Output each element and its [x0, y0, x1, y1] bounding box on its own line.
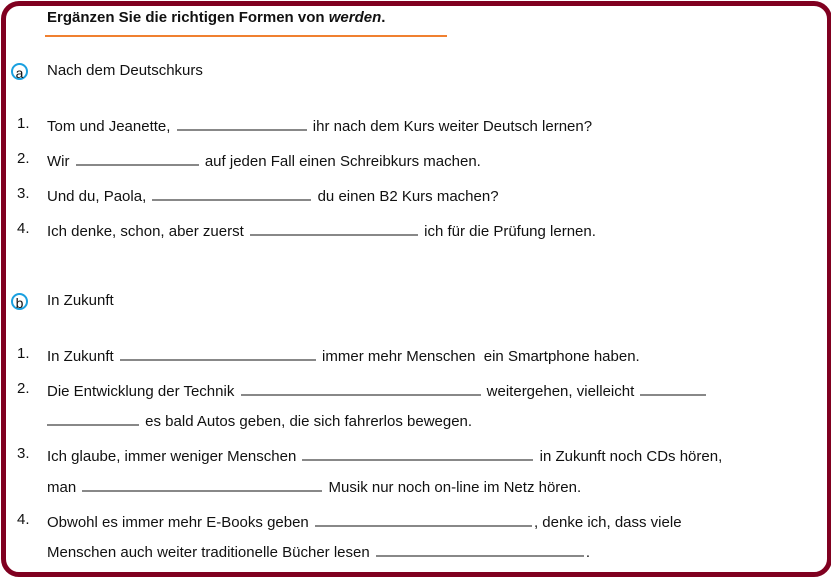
blank-field[interactable]	[250, 220, 418, 236]
item-number: 4.	[17, 220, 30, 237]
title-emphasis: werden	[328, 9, 382, 26]
exercise-b1	[47, 345, 640, 366]
title-underline	[45, 35, 447, 37]
section-a-badge: a	[11, 63, 28, 80]
section-a-heading: Nach dem Deutschkurs	[47, 62, 203, 79]
text: Tom und Jeanette,	[47, 118, 171, 135]
exercise-b4	[47, 511, 682, 532]
text: In Zukunft	[47, 348, 114, 365]
text: Obwohl es immer mehr E-Books geben	[47, 514, 309, 531]
item-number: 4.	[17, 511, 30, 528]
exercise-a1	[47, 115, 592, 136]
exercise-a3	[47, 185, 499, 206]
text: Wir	[47, 153, 70, 170]
text: weitergehen, vielleicht	[486, 383, 635, 400]
blank-field[interactable]	[640, 380, 706, 396]
exercise-a4	[47, 220, 596, 241]
text: Und du, Paola,	[47, 188, 147, 205]
item-number: 1.	[17, 115, 30, 132]
section-b-heading: In Zukunft	[47, 292, 114, 309]
text: ihr nach dem Kurs weiter Deutsch lernen?	[312, 118, 593, 135]
exercise-b4-cont	[47, 541, 590, 562]
blank-field[interactable]	[152, 185, 311, 201]
blank-field[interactable]	[177, 115, 307, 131]
text: .	[585, 544, 591, 561]
text: es bald Autos geben, die sich fahrerlos bewegen.	[145, 413, 473, 430]
item-number: 2.	[17, 380, 30, 397]
text: auf jeden Fall einen Schreibkurs machen.	[204, 153, 481, 170]
blank-field[interactable]	[302, 445, 533, 461]
blank-field[interactable]	[315, 511, 532, 527]
text: , denke ich, dass viele	[533, 514, 682, 531]
text: immer mehr Menschen ein Smartphone haben.	[322, 348, 640, 365]
text: Ich denke, schon, aber zuerst	[47, 223, 244, 240]
text: du einen B2 Kurs machen?	[317, 188, 499, 205]
blank-field[interactable]	[241, 380, 481, 396]
text: Ich glaube, immer weniger Menschen	[47, 448, 297, 465]
item-number: 1.	[17, 345, 30, 362]
exercise-b2-cont	[47, 410, 472, 431]
exercise-b2	[47, 380, 708, 401]
blank-field[interactable]	[47, 410, 139, 426]
section-b-badge: b	[11, 293, 28, 310]
blank-field[interactable]	[76, 150, 199, 166]
title-end: .	[381, 9, 386, 26]
text: ich für die Prüfung lernen.	[424, 223, 596, 240]
item-number: 3.	[17, 445, 30, 462]
text: in Zukunft noch CDs hören,	[539, 448, 723, 465]
text: Die Entwicklung der Technik	[47, 383, 235, 400]
exercise-b3-cont	[47, 476, 581, 497]
blank-field[interactable]	[120, 345, 316, 361]
item-number: 3.	[17, 185, 30, 202]
item-number: 2.	[17, 150, 30, 167]
text: Musik nur noch on-line im Netz hören.	[328, 479, 582, 496]
exercise-title	[47, 9, 385, 26]
text: man	[47, 479, 77, 496]
text: Menschen auch weiter traditionelle Bücher lesen	[47, 544, 370, 561]
blank-field[interactable]	[376, 541, 584, 557]
exercise-b3	[47, 445, 722, 466]
blank-field[interactable]	[82, 476, 322, 492]
exercise-a2	[47, 150, 481, 171]
title-text: Ergänzen Sie die richtigen Formen von	[47, 9, 329, 26]
